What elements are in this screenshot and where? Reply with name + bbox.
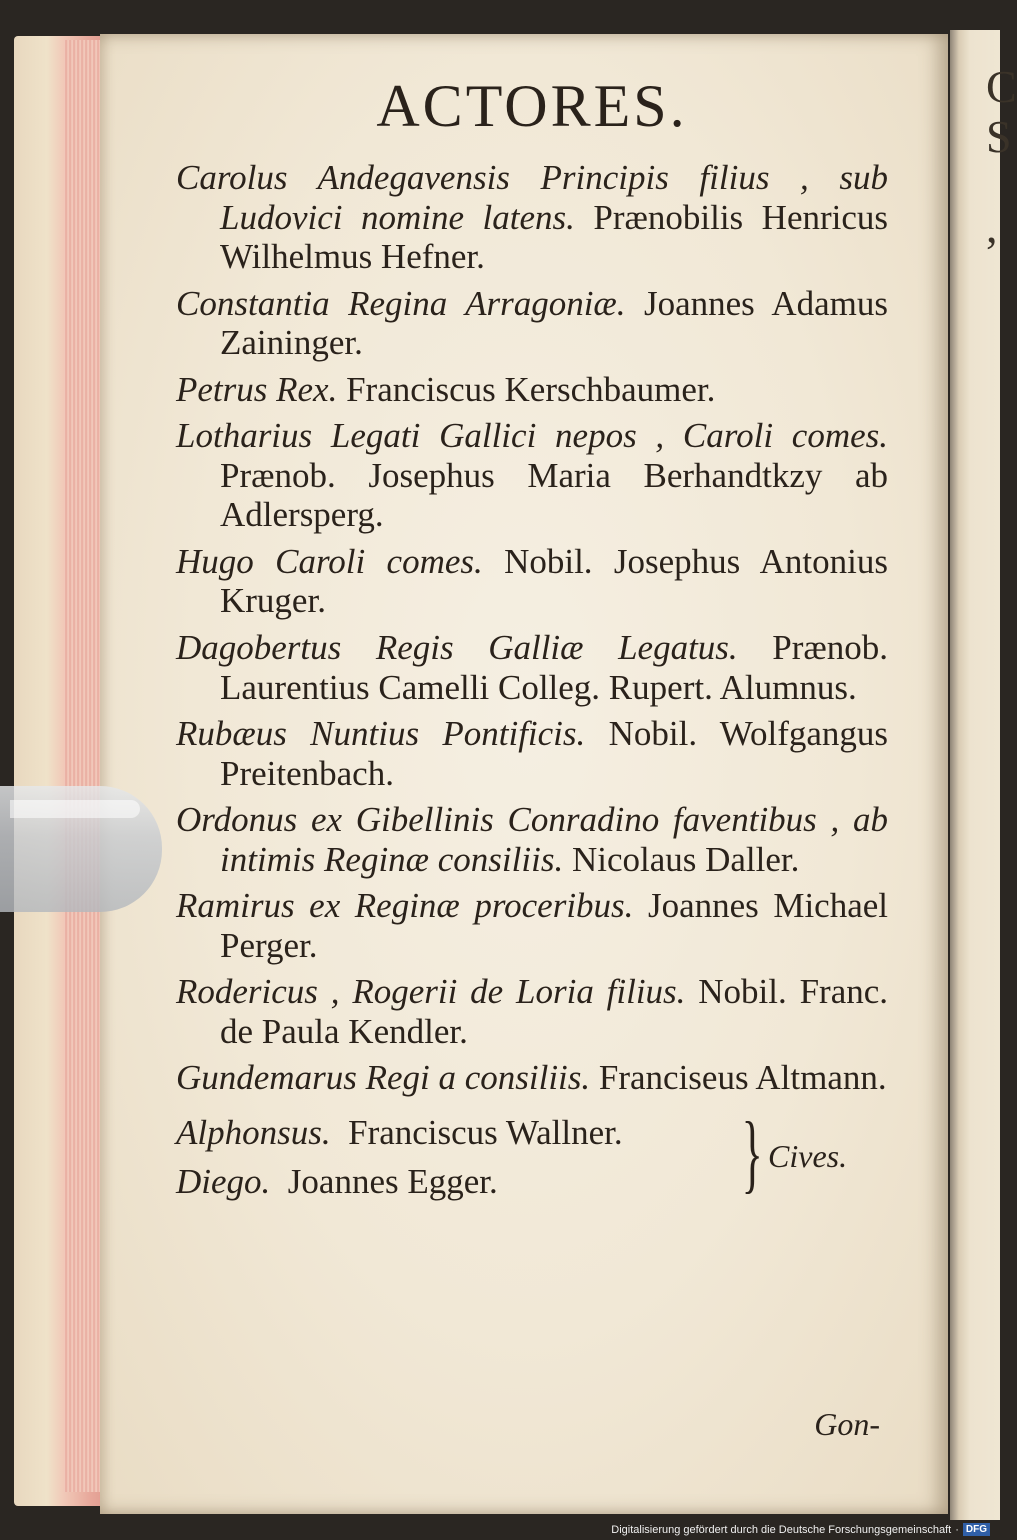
catchword: Gon- <box>814 1406 880 1442</box>
cives-group <box>176 1105 888 1212</box>
cast-entry <box>176 158 888 277</box>
footer-text: Digitalisierung gefördert durch die Deutsche Forschungsgemeinschaft <box>611 1523 952 1536</box>
role-name: Ramirus ex Reginæ proceribus. <box>176 886 634 926</box>
cast-entry <box>176 542 888 621</box>
cast-entry <box>176 714 888 793</box>
cast-entry <box>176 416 888 535</box>
role-name: Rodericus , Rogerii de Loria filius. <box>176 972 686 1012</box>
cast-entry <box>176 972 888 1051</box>
next-page-glyph: , <box>986 201 998 252</box>
cast-entry <box>176 370 888 410</box>
role-name: Carolus Andegavensis Principis filius , sub Ludovici nomine latens. <box>176 158 888 237</box>
role-name: Constantia Regina Arragoniæ. <box>176 283 626 323</box>
footer <box>611 1523 990 1536</box>
actor-name: Prænobilis Henricus Wilhelmus Hefner. <box>220 197 889 277</box>
actor-name: Joannes Egger. <box>287 1162 498 1202</box>
role-name: Dagobertus Regis Galliæ Legatus. <box>176 628 738 668</box>
role-name: Diego. <box>176 1162 271 1202</box>
actor-name: Franciseus Altmann. <box>598 1058 887 1098</box>
actor-name: Joannes Adamus Zaininger. <box>220 283 888 363</box>
cast-entry <box>176 1058 888 1098</box>
actor-name: Nobil. Franc. de Paula Kendler. <box>220 972 889 1051</box>
role-name: Alphonsus. <box>176 1113 331 1153</box>
role-name: Lotharius Legati Gallici nepos , Caroli comes. <box>176 416 888 456</box>
cast-entry <box>176 800 888 879</box>
actor-name: Prænob. Josephus Maria Berhandtkzy ab Adlersperg. <box>220 455 888 535</box>
next-page-edge <box>950 30 1017 1520</box>
actor-name: Nobil. Josephus Antonius Kruger. <box>220 541 888 621</box>
role-name: Petrus Rex. <box>176 369 338 409</box>
page-title: ACTORES. <box>376 73 688 139</box>
next-page-glyph: S <box>986 111 1012 162</box>
cast-entry <box>176 628 888 707</box>
actor-name: Nobil. Wolfgangus Preitenbach. <box>220 714 889 793</box>
role-name: Gundemarus Regi a consiliis. <box>176 1058 591 1098</box>
role-name: Rubæus Nuntius Pontificis. <box>176 714 586 754</box>
role-name: Hugo Caroli comes. <box>176 541 483 581</box>
actor-name: Franciscus Kerschbaumer. <box>346 369 716 409</box>
page-clip-highlight <box>10 800 140 818</box>
footer-separator: · <box>955 1523 959 1536</box>
actor-name: Prænob. Laurentius Camelli Colleg. Rupert. Alumnus. <box>220 628 888 707</box>
actor-name: Nicolaus Daller. <box>571 839 800 879</box>
cast-entry <box>176 284 888 363</box>
actor-name: Joannes Michael Perger. <box>220 886 888 965</box>
next-page-glyph: C <box>986 61 1017 112</box>
actor-name: Franciscus Wallner. <box>348 1113 623 1153</box>
page-content <box>176 73 889 1442</box>
cives-label: Cives. <box>768 1138 848 1175</box>
dfg-logo: DFG <box>963 1523 990 1536</box>
cast-entry <box>176 886 888 965</box>
role-name: Ordonus ex Gibellinis Conradino faventibus , ab intimis Reginæ consiliis. <box>176 800 888 879</box>
grouping-brace: } <box>741 1105 763 1203</box>
